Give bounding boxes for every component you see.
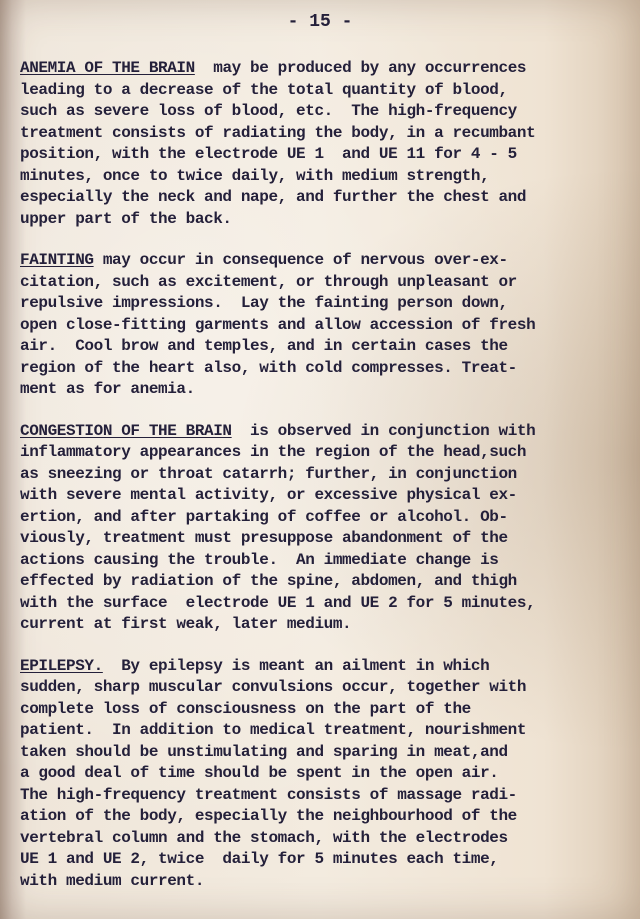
paragraph-first-line bbox=[20, 250, 620, 272]
text-line: leading to a decrease of the total quantity of blood, bbox=[20, 80, 508, 99]
paragraph-first-line bbox=[20, 421, 620, 443]
text-line: open close-fitting garments and allow accession of fresh bbox=[20, 315, 536, 334]
paragraph-epilepsy bbox=[20, 656, 620, 893]
text-line: may be produced by any occurrences bbox=[194, 59, 527, 77]
text-line: a good deal of time should be spent in the open air. bbox=[20, 764, 499, 782]
text-line: effected by radiation of the spine, abdomen, and thigh bbox=[20, 572, 517, 590]
text-line: ation of the body, especially the neighbourhood of the bbox=[20, 807, 517, 825]
paragraph-congestion bbox=[20, 421, 620, 636]
text-line: air. Cool brow and temples, and in certain cases the bbox=[20, 337, 508, 355]
text-line: The high-frequency treatment consists of massage radi- bbox=[20, 785, 517, 804]
text-line: may occur in consequence of nervous over-ex- bbox=[93, 251, 508, 269]
text-line: upper part of the back. bbox=[20, 209, 232, 228]
text-line: By epilepsy is meant an ailment in which bbox=[102, 656, 490, 675]
paragraph-anemia bbox=[20, 58, 620, 230]
text-line: complete loss of consciousness on the part of the bbox=[20, 699, 471, 718]
text-line: patient. In addition to medical treatment, nourishment bbox=[20, 721, 527, 739]
text-line: with the surface electrode UE 1 and UE 2 for 5 minutes, bbox=[20, 593, 536, 612]
paragraph-first-line bbox=[20, 58, 620, 80]
text-line: with severe mental activity, or excessive physical ex- bbox=[20, 486, 517, 504]
text-line: ertion, and after partaking of coffee or alcohol. Ob- bbox=[20, 507, 508, 526]
paragraph-first-line bbox=[20, 656, 620, 678]
section-heading-anemia: ANEMIA OF THE BRAIN bbox=[20, 59, 195, 77]
section-heading-epilepsy: EPILEPSY. bbox=[20, 656, 103, 675]
text-line: actions causing the trouble. An immediate change is bbox=[20, 550, 499, 569]
section-heading-congestion: CONGESTION OF THE BRAIN bbox=[20, 421, 232, 440]
text-line: inflammatory appearances in the region of the head,such bbox=[20, 443, 527, 461]
text-line: especially the neck and nape, and further the chest and bbox=[20, 188, 527, 206]
text-line: such as severe loss of blood, etc. The high-frequency bbox=[20, 102, 517, 120]
text-line: repulsive impressions. Lay the fainting person down, bbox=[20, 294, 508, 312]
paragraph-fainting bbox=[20, 250, 620, 401]
text-line: position, with the electrode UE 1 and UE 11 for 4 - 5 bbox=[20, 145, 517, 163]
page-number: - 15 - bbox=[287, 12, 353, 32]
text-line: minutes, once to twice daily, with medium strength, bbox=[20, 166, 490, 185]
text-line: taken should be unstimulating and sparing in meat,and bbox=[20, 742, 508, 761]
text-line: citation, such as excitement, or through unpleasant or bbox=[20, 272, 517, 291]
text-line: as sneezing or throat catarrh; further, in conjunction bbox=[20, 464, 517, 483]
text-line: vertebral column and the stomach, with the electrodes bbox=[20, 828, 508, 847]
text-line: current at first weak, later medium. bbox=[20, 615, 352, 633]
document-body bbox=[20, 58, 620, 912]
section-heading-fainting: FAINTING bbox=[20, 251, 94, 269]
text-line: sudden, sharp muscular convulsions occur, together with bbox=[20, 678, 527, 696]
text-line: treatment consists of radiating the body, in a recumbant bbox=[20, 123, 536, 142]
text-line: region of the heart also, with cold compresses. Treat- bbox=[20, 358, 517, 377]
text-line: is observed in conjunction with bbox=[231, 421, 536, 440]
text-line: viously, treatment must presuppose abandonment of the bbox=[20, 529, 508, 547]
text-line: with medium current. bbox=[20, 871, 205, 890]
text-line: UE 1 and UE 2, twice daily for 5 minutes each time, bbox=[20, 850, 499, 868]
text-line: ment as for anemia. bbox=[20, 380, 195, 398]
